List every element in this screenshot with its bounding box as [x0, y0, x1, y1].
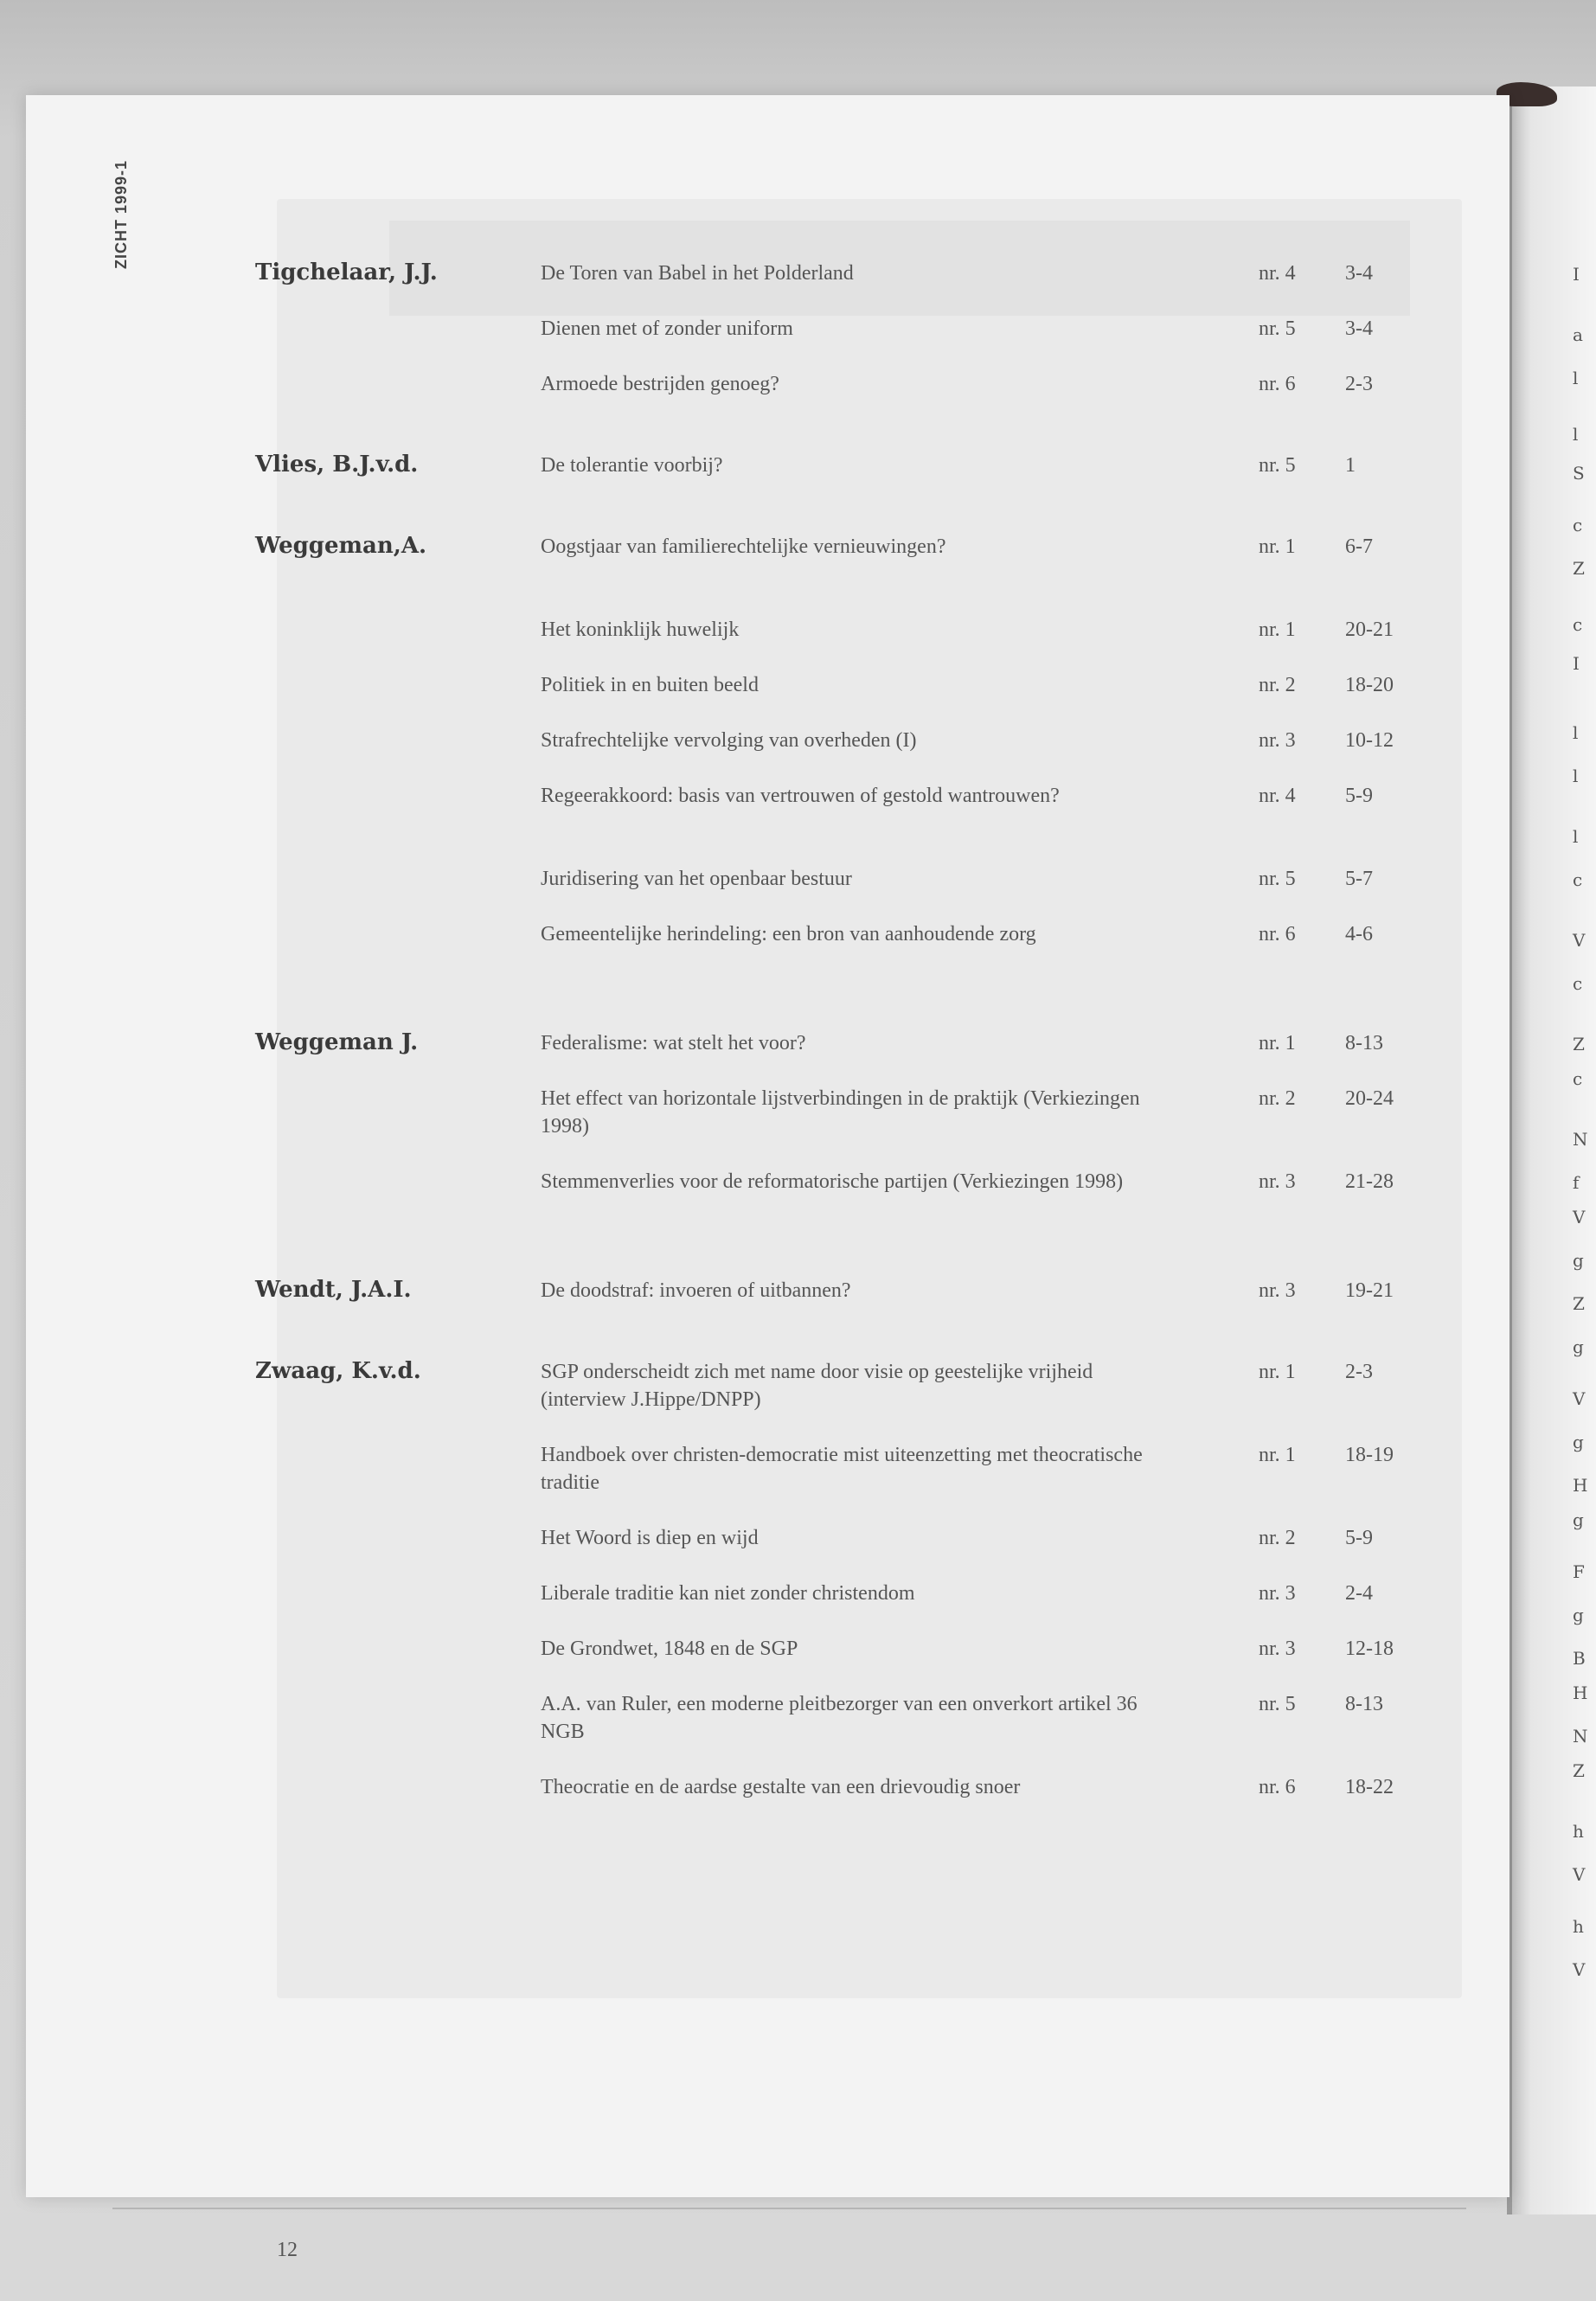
entry-pages: 5-9 [1345, 785, 1373, 807]
entry-title: Oogstjaar van familierechtelijke vernieuwingen? [541, 535, 946, 558]
entry-issue: nr. 6 [1259, 373, 1296, 395]
entry-issue: nr. 1 [1259, 619, 1296, 641]
entry-title: Stemmenverlies voor de reformatorische partijen (Verkiezingen 1998) [541, 1170, 1124, 1193]
entry-pages: 20-24 [1345, 1087, 1394, 1110]
index-entry [255, 616, 1423, 671]
group-spacer [255, 1003, 1423, 1029]
entry-pages: 21-28 [1345, 1170, 1394, 1193]
entry-issue: nr. 5 [1259, 317, 1296, 340]
spine-letter: c [1573, 1068, 1583, 1089]
entry-title: Theocratie en de aardse gestalte van een drievoudig snoer [541, 1776, 1021, 1798]
index-entry [255, 533, 1423, 616]
spine-letter: Z [1573, 558, 1585, 579]
entry-title: Het Woord is diep en wijd [541, 1527, 759, 1549]
index-entry [255, 315, 1423, 370]
entry-title: Gemeentelijke herindeling: een bron van aanhoudende zorg [541, 923, 1036, 945]
entry-pages: 19-21 [1345, 1279, 1394, 1302]
spine-letter: V [1573, 930, 1586, 951]
entry-title: Strafrechtelijke vervolging van overheden (I) [541, 729, 917, 752]
entry-issue: nr. 4 [1259, 262, 1296, 285]
entry-issue: nr. 6 [1259, 923, 1296, 945]
spine-letter: g [1573, 1336, 1584, 1357]
spine-letter: V [1573, 1388, 1586, 1409]
entry-title: Armoede bestrijden genoeg? [541, 373, 779, 395]
spine-letter: V [1573, 1207, 1586, 1227]
spine-letter: N [1573, 1726, 1588, 1747]
entry-issue: nr. 3 [1259, 1170, 1296, 1193]
entry-issue: nr. 4 [1259, 785, 1296, 807]
index-entry [255, 865, 1423, 920]
entry-issue: nr. 3 [1259, 1279, 1296, 1302]
author-group [255, 260, 1423, 426]
author-name: Weggeman J. [255, 1029, 419, 1055]
spine-letter: l [1573, 766, 1579, 786]
entry-issue: nr. 2 [1259, 1087, 1296, 1110]
spine-letter: l [1573, 722, 1579, 743]
spine-letter: Z [1573, 1760, 1585, 1781]
entry-issue: nr. 5 [1259, 454, 1296, 477]
index-entry [255, 370, 1423, 426]
entry-pages: 2-3 [1345, 1361, 1373, 1383]
index-entry [255, 260, 1423, 315]
index-entry [255, 1029, 1423, 1085]
entry-pages: 2-4 [1345, 1582, 1373, 1605]
entry-issue: nr. 1 [1259, 535, 1296, 558]
entry-issue: nr. 1 [1259, 1361, 1296, 1383]
page-number: 12 [277, 2239, 298, 2261]
index-entry [255, 671, 1423, 727]
entry-pages: 12-18 [1345, 1638, 1394, 1660]
entry-issue: nr. 5 [1259, 1693, 1296, 1715]
index-entry [255, 1441, 1423, 1524]
entry-pages: 1 [1345, 454, 1356, 477]
entry-title: De Toren van Babel in het Polderland [541, 262, 854, 285]
entry-title: De Grondwet, 1848 en de SGP [541, 1638, 798, 1660]
entry-title: A.A. van Ruler, een moderne pleitbezorger van een onverkort artikel 36 NGB [541, 1693, 1138, 1743]
spine-letter: B [1573, 1648, 1586, 1669]
entry-title: De tolerantie voorbij? [541, 454, 723, 477]
index-entry [255, 1580, 1423, 1635]
spine-letter: a [1573, 324, 1583, 345]
spine-letter: Z [1573, 1034, 1585, 1054]
entry-title: Het koninklijk huwelijk [541, 619, 740, 641]
spine-letter: I [1573, 653, 1580, 674]
footer-rule [112, 2208, 1466, 2209]
entry-title: SGP onderscheidt zich met name door visie op geestelijke vrijheid (interview J.Hippe/DNPP) [541, 1361, 1093, 1411]
book-spine [1509, 87, 1596, 2214]
spine-letter: l [1573, 368, 1579, 388]
entry-pages: 4-6 [1345, 923, 1373, 945]
entry-title: De doodstraf: invoeren of uitbannen? [541, 1279, 851, 1302]
index-entry [255, 452, 1423, 507]
index-entry [255, 1168, 1423, 1251]
author-group [255, 1277, 1423, 1332]
entry-issue: nr. 2 [1259, 674, 1296, 696]
index-entry [255, 1358, 1423, 1441]
author-name: Zwaag, K.v.d. [255, 1358, 421, 1384]
author-group [255, 1029, 1423, 1251]
author-name: Vlies, B.J.v.d. [255, 452, 419, 478]
spine-letter: H [1573, 1682, 1588, 1703]
entry-pages: 18-22 [1345, 1776, 1394, 1798]
spine-letter: l [1573, 424, 1579, 445]
entry-title: Federalisme: wat stelt het voor? [541, 1032, 806, 1054]
group-spacer [255, 507, 1423, 533]
entry-pages: 10-12 [1345, 729, 1394, 752]
entry-title: Politiek in en buiten beeld [541, 674, 759, 696]
spine-letter: c [1573, 869, 1583, 890]
entry-issue: nr. 5 [1259, 868, 1296, 890]
author-group [255, 1358, 1423, 1856]
index-entry [255, 1773, 1423, 1856]
spine-letter: V [1573, 1864, 1586, 1885]
entry-issue: nr. 6 [1259, 1776, 1296, 1798]
group-spacer [255, 1332, 1423, 1358]
spine-letter: h [1573, 1821, 1584, 1842]
entry-issue: nr. 3 [1259, 1582, 1296, 1605]
entry-title: Handboek over christen-democratie mist uiteenzetting met theocratische traditie [541, 1444, 1143, 1494]
entry-pages: 20-21 [1345, 619, 1394, 641]
index-entry [255, 727, 1423, 782]
entry-pages: 3-4 [1345, 317, 1373, 340]
entry-pages: 5-9 [1345, 1527, 1373, 1549]
spine-letter: c [1573, 973, 1583, 994]
entry-issue: nr. 3 [1259, 729, 1296, 752]
spine-letter: F [1573, 1561, 1585, 1582]
group-spacer [255, 426, 1423, 452]
author-name: Tigchelaar, J.J. [255, 260, 438, 285]
entry-pages: 3-4 [1345, 262, 1373, 285]
index-entry [255, 1277, 1423, 1332]
spine-letter: Z [1573, 1293, 1585, 1314]
spine-letter: c [1573, 515, 1583, 535]
spine-letter: g [1573, 1605, 1584, 1625]
group-spacer [255, 1251, 1423, 1277]
spine-letter: c [1573, 614, 1583, 635]
margin-label: ZICHT 1999-1 [112, 160, 130, 270]
entry-pages: 2-3 [1345, 373, 1373, 395]
index-entry [255, 1524, 1423, 1580]
author-group [255, 452, 1423, 507]
index-entry [255, 1085, 1423, 1168]
entry-issue: nr. 3 [1259, 1638, 1296, 1660]
spine-letter: h [1573, 1916, 1584, 1937]
entry-title: Juridisering van het openbaar bestuur [541, 868, 852, 890]
spine-letter: l [1573, 826, 1579, 847]
spine-letter: I [1573, 264, 1580, 285]
index-entry [255, 920, 1423, 1003]
entry-issue: nr. 2 [1259, 1527, 1296, 1549]
index-entry [255, 782, 1423, 865]
entry-pages: 8-13 [1345, 1693, 1383, 1715]
author-name: Weggeman,A. [255, 533, 427, 559]
index-entry [255, 1690, 1423, 1773]
spine-letter: S [1573, 463, 1585, 484]
spine-letter: V [1573, 1959, 1586, 1980]
author-group [255, 533, 1423, 1003]
entry-issue: nr. 1 [1259, 1032, 1296, 1054]
entry-pages: 8-13 [1345, 1032, 1383, 1054]
entry-pages: 5-7 [1345, 868, 1373, 890]
index-entry [255, 1635, 1423, 1690]
spine-letter: N [1573, 1129, 1588, 1150]
entry-issue: nr. 1 [1259, 1444, 1296, 1466]
entry-pages: 18-20 [1345, 674, 1394, 696]
entry-pages: 6-7 [1345, 535, 1373, 558]
spine-letter: g [1573, 1250, 1584, 1271]
spine-letter: g [1573, 1509, 1584, 1530]
spine-letter: g [1573, 1432, 1584, 1452]
entry-title: Regeerakkoord: basis van vertrouwen of gestold wantrouwen? [541, 785, 1060, 807]
spine-letter: H [1573, 1475, 1588, 1496]
author-index [255, 260, 1423, 1856]
author-name: Wendt, J.A.I. [255, 1277, 412, 1303]
entry-title: Liberale traditie kan niet zonder christendom [541, 1582, 915, 1605]
entry-pages: 18-19 [1345, 1444, 1394, 1466]
entry-title: Het effect van horizontale lijstverbindingen in de praktijk (Verkiezingen 1998) [541, 1087, 1140, 1138]
spine-letter: f [1573, 1172, 1580, 1193]
entry-title: Dienen met of zonder uniform [541, 317, 793, 340]
